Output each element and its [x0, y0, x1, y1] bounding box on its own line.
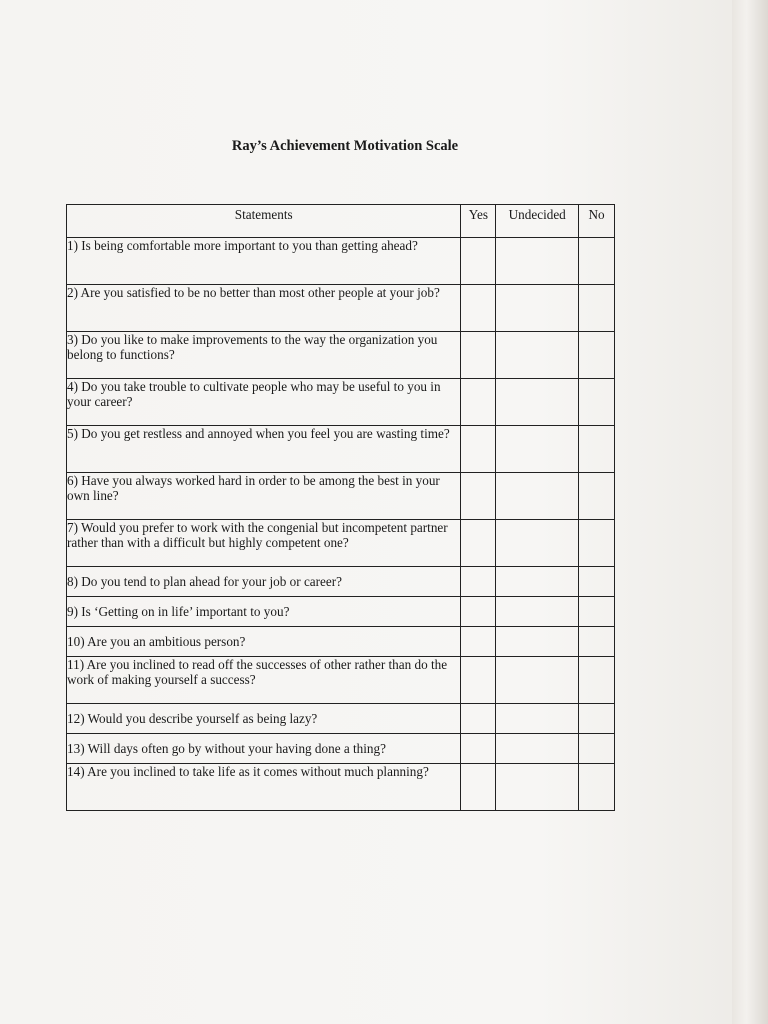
page-edge	[732, 0, 768, 1024]
yes-cell[interactable]	[461, 473, 496, 520]
no-cell[interactable]	[579, 597, 615, 627]
undecided-cell[interactable]	[496, 597, 579, 627]
table-row	[67, 657, 615, 704]
table-row	[67, 597, 615, 627]
undecided-cell[interactable]	[496, 734, 579, 764]
header-yes: Yes	[461, 205, 496, 238]
undecided-cell[interactable]	[496, 285, 579, 332]
statement-cell: 12) Would you describe yourself as being lazy?	[67, 704, 461, 734]
header-row	[67, 205, 615, 238]
yes-cell[interactable]	[461, 426, 496, 473]
statement-cell: 14) Are you inclined to take life as it comes without much planning?	[67, 764, 461, 811]
undecided-cell[interactable]	[496, 657, 579, 704]
statement-cell: 11) Are you inclined to read off the successes of other rather than do the work of making yourself a success?	[67, 657, 461, 704]
statement-cell: 9) Is ‘Getting on in life’ important to you?	[67, 597, 461, 627]
yes-cell[interactable]	[461, 520, 496, 567]
no-cell[interactable]	[579, 238, 615, 285]
table-row	[67, 473, 615, 520]
statement-cell: 3) Do you like to make improvements to the way the organization you belong to functions?	[67, 332, 461, 379]
no-cell[interactable]	[579, 473, 615, 520]
no-cell[interactable]	[579, 764, 615, 811]
yes-cell[interactable]	[461, 734, 496, 764]
statement-cell: 8) Do you tend to plan ahead for your job or career?	[67, 567, 461, 597]
no-cell[interactable]	[579, 704, 615, 734]
header-undecided: Undecided	[496, 205, 579, 238]
table-row	[67, 627, 615, 657]
no-cell[interactable]	[579, 520, 615, 567]
undecided-cell[interactable]	[496, 426, 579, 473]
statement-cell: 10) Are you an ambitious person?	[67, 627, 461, 657]
statement-cell: 7) Would you prefer to work with the congenial but incompetent partner rather than with a difficult but highly competent one?	[67, 520, 461, 567]
table-row	[67, 734, 615, 764]
no-cell[interactable]	[579, 285, 615, 332]
yes-cell[interactable]	[461, 597, 496, 627]
undecided-cell[interactable]	[496, 332, 579, 379]
table-row	[67, 332, 615, 379]
undecided-cell[interactable]	[496, 764, 579, 811]
statement-cell: 13) Will days often go by without your having done a thing?	[67, 734, 461, 764]
yes-cell[interactable]	[461, 285, 496, 332]
no-cell[interactable]	[579, 426, 615, 473]
no-cell[interactable]	[579, 567, 615, 597]
statement-cell: 1) Is being comfortable more important to you than getting ahead?	[67, 238, 461, 285]
yes-cell[interactable]	[461, 704, 496, 734]
undecided-cell[interactable]	[496, 704, 579, 734]
no-cell[interactable]	[579, 379, 615, 426]
header-no: No	[579, 205, 615, 238]
no-cell[interactable]	[579, 332, 615, 379]
table-row	[67, 567, 615, 597]
yes-cell[interactable]	[461, 627, 496, 657]
no-cell[interactable]	[579, 734, 615, 764]
table-row	[67, 426, 615, 473]
table-row	[67, 764, 615, 811]
yes-cell[interactable]	[461, 764, 496, 811]
statement-cell: 5) Do you get restless and annoyed when you feel you are wasting time?	[67, 426, 461, 473]
no-cell[interactable]	[579, 657, 615, 704]
yes-cell[interactable]	[461, 379, 496, 426]
table-row	[67, 238, 615, 285]
no-cell[interactable]	[579, 627, 615, 657]
table-row	[67, 285, 615, 332]
yes-cell[interactable]	[461, 238, 496, 285]
undecided-cell[interactable]	[496, 379, 579, 426]
table-row	[67, 704, 615, 734]
undecided-cell[interactable]	[496, 567, 579, 597]
page-title: Ray’s Achievement Motivation Scale	[231, 138, 459, 154]
statement-cell: 4) Do you take trouble to cultivate people who may be useful to you in your career?	[67, 379, 461, 426]
statement-cell: 2) Are you satisfied to be no better than most other people at your job?	[67, 285, 461, 332]
yes-cell[interactable]	[461, 657, 496, 704]
yes-cell[interactable]	[461, 567, 496, 597]
undecided-cell[interactable]	[496, 238, 579, 285]
table-row	[67, 520, 615, 567]
undecided-cell[interactable]	[496, 473, 579, 520]
undecided-cell[interactable]	[496, 520, 579, 567]
yes-cell[interactable]	[461, 332, 496, 379]
undecided-cell[interactable]	[496, 627, 579, 657]
questionnaire-table	[66, 204, 615, 811]
statement-cell: 6) Have you always worked hard in order to be among the best in your own line?	[67, 473, 461, 520]
header-statements: Statements	[67, 205, 461, 238]
table-row	[67, 379, 615, 426]
